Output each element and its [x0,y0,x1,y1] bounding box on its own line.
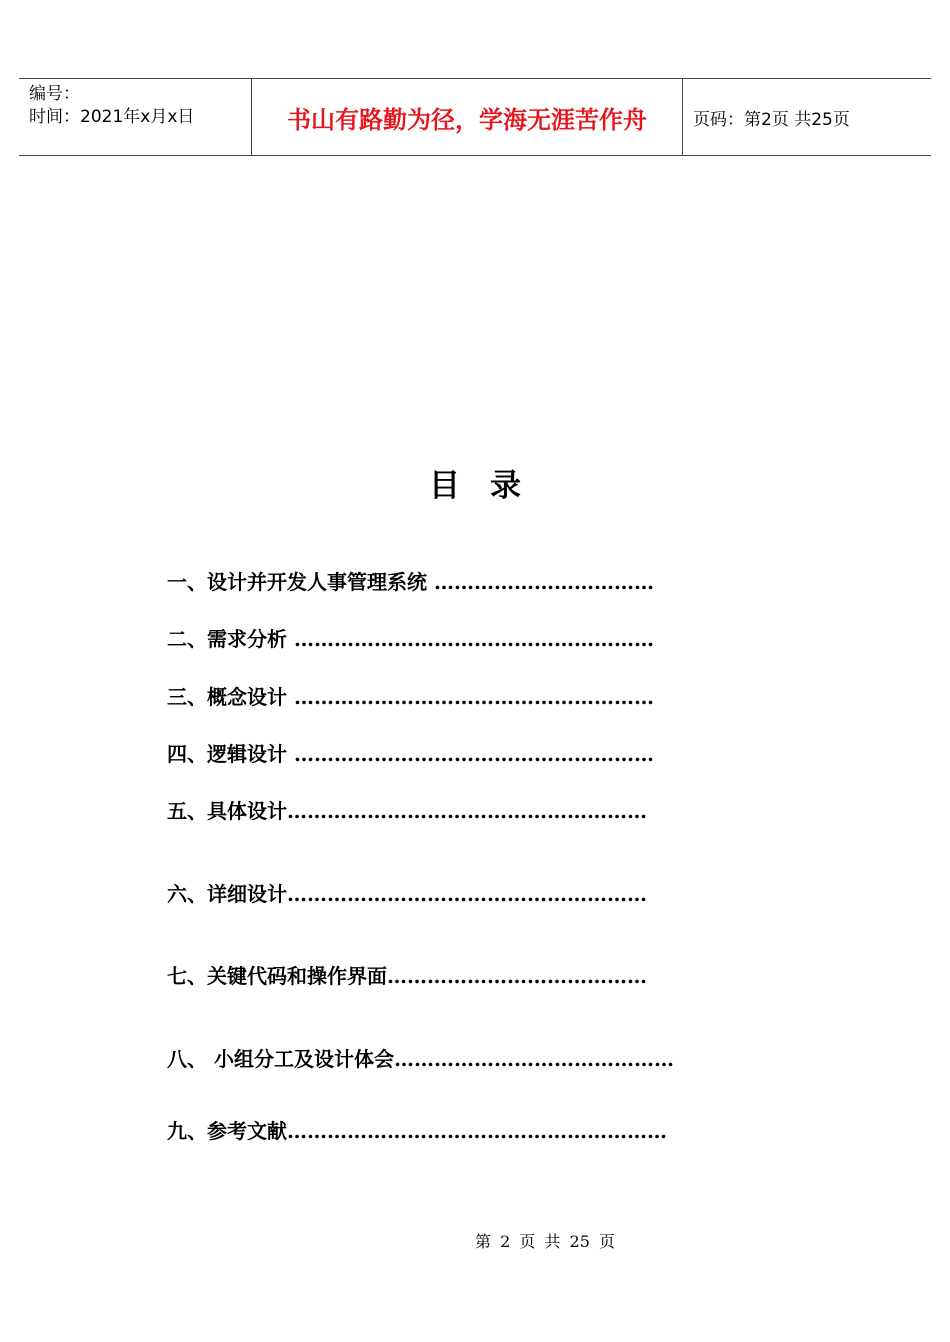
document-number-label: 编号： [29,84,80,104]
toc-leader-dots: …………………………………… [393,1047,674,1071]
document-date-label: 时间：2021年x月x日 [29,107,195,127]
toc-entry-label: 一、设计并开发人事管理系统 [167,570,427,594]
header-page-indicator: 页码：第2页 共25页 [693,109,850,130]
toc-entry-3[interactable] [167,683,654,711]
page-footer: 第 2 页 共 25 页 [475,1232,615,1251]
toc-entry-label: 六、详细设计 [167,882,287,906]
toc-entry-label: 九、参考文献 [167,1119,287,1143]
toc-entry-label: 五、具体设计 [167,799,287,823]
toc-entry-2[interactable] [167,625,654,653]
toc-entry-8[interactable] [167,1045,674,1073]
header-motto: 书山有路勤为径，学海无涯苦作舟 [251,79,683,155]
toc-entry-6[interactable] [167,880,647,908]
header-meta [19,79,251,155]
toc-entry-label: 四、逻辑设计 [167,742,287,766]
toc-leader-dots: …………………………… [427,570,654,594]
toc-entry-label: 八、 小组分工及设计体会 [167,1047,394,1071]
toc-leader-dots: ……………………………………………… [287,742,654,766]
toc-entry-9[interactable] [167,1117,667,1145]
page-header [19,78,931,156]
toc-entry-7[interactable] [167,962,647,990]
toc-leader-dots: ……………………………………………… [287,627,654,651]
toc-entry-5[interactable] [167,797,647,825]
toc-leader-dots: ……………………………………………… [287,685,654,709]
toc-entry-label: 二、需求分析 [167,627,287,651]
toc-entry-1[interactable] [167,568,654,596]
toc-entry-label: 三、概念设计 [167,685,287,709]
toc-leader-dots: ………………………………… [387,964,647,988]
toc-leader-dots: ……………………………………………… [287,799,647,823]
toc-leader-dots: ……………………………………………… [287,882,647,906]
toc-title: 目录 [429,468,551,504]
toc-leader-dots: ………………………………………………… [287,1119,667,1143]
toc-entry-4[interactable] [167,740,654,768]
toc-entry-label: 七、关键代码和操作界面 [167,964,387,988]
